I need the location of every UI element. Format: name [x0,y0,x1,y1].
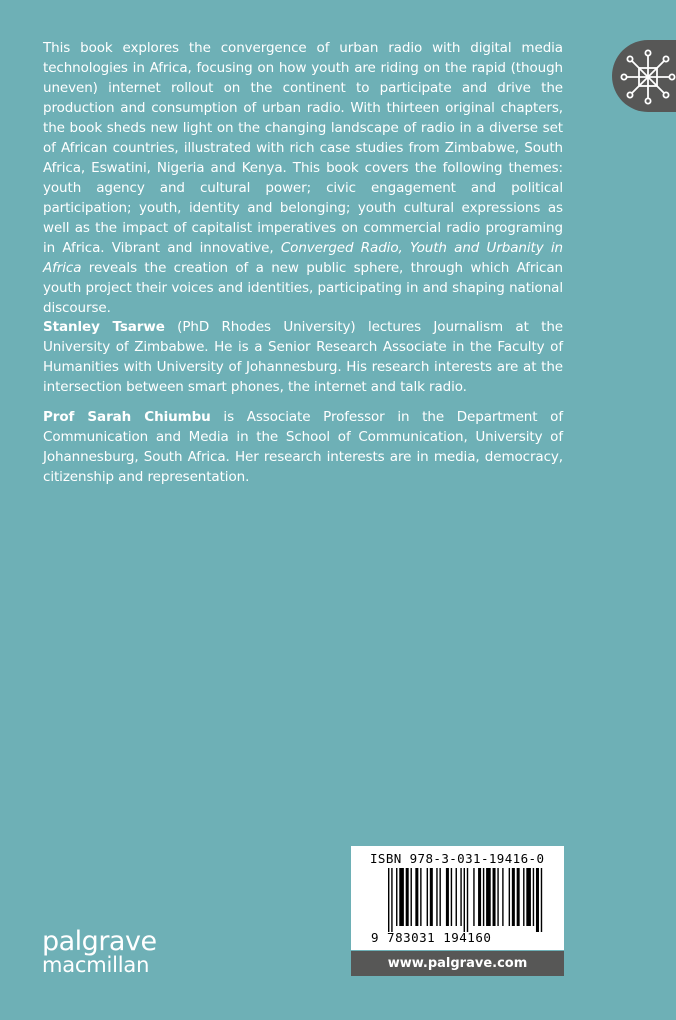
barcode-digits: 9 783031 194160 [371,930,492,945]
isbn-barcode-box [351,846,564,950]
barcode-bar [502,868,503,926]
barcode-bar [436,868,437,926]
barcode-bar [460,868,461,926]
barcode-bar [399,868,404,926]
barcode-bar [439,868,440,926]
barcode-bar [388,868,389,932]
barcode-bar [396,868,397,926]
author-bio-text: (PhD Rhodes University) lectures Journalism at the University of Zimbabwe. He is a Senior Research Associate in the Faculty of Humanities with University of Johannesburg. His research interests are at the intersection between smart phones, the internet and talk radio. [43,319,563,395]
barcode-bar [533,868,534,926]
palgrave-logo-mark [612,40,676,112]
book-description [43,38,563,318]
barcode-bar [497,868,498,926]
author-name: Stanley Tsarwe [43,319,165,335]
description-text-end: reveals the creation of a new public sphere, through which African youth project their voices and identities, participating in and shaping national discourse. [43,260,563,316]
barcode-bar [473,868,474,926]
publisher-website: www.palgrave.com [351,951,564,976]
publisher-name-line2: macmillan [42,953,150,977]
barcode-bar [517,868,520,926]
palgrave-network-icon [620,49,676,105]
author-name: Prof Sarah Chiumbu [43,409,211,425]
description-paragraph [43,38,563,318]
barcode-bar [536,868,539,932]
barcode-bar [478,868,481,926]
barcode-bar [391,868,392,932]
barcode-bar [427,868,428,926]
barcode-bar [446,868,449,926]
barcode-bar [526,868,531,926]
barcode-bar [512,868,515,926]
barcode-bar [486,868,491,926]
barcode-bar [420,868,421,926]
barcode-bar [456,868,457,926]
author-bio-2 [43,407,563,487]
author-bio-text: is Associate Professor in the Department of Communication and Media in the School of Communication, University of Johannesburg, South Africa. Her research interests are in media, democracy, citizenship and representation. [43,409,563,485]
barcode-bar [509,868,510,926]
author-bio-paragraph [43,407,563,487]
book-title-italic: Converged Radio, Youth and Urbanity in Africa [43,240,563,276]
publisher-name-line1: palgrave [42,926,157,957]
publisher-logo [42,928,157,976]
barcode-bar [451,868,452,926]
barcode-bar [493,868,496,926]
description-text: This book explores the convergence of urban radio with digital media technologies in Africa, focusing on how youth are riding on the rapid (though uneven) internet rollout on the continent to participate and drive the production and consumption of urban radio. With thirteen original chapters, the book sheds new light on the changing landscape of radio in a diverse set of African countries, illustrated with rich case studies from Zimbabwe, South Africa, Eswatini, Nigeria and Kenya. This book covers the following themes: youth agency and cultural power; civic engagement and political participation; youth, identity and belonging; youth cultural expressions as well as the impact of capitalist imperatives on commercial radio programing in Africa. Vibrant and innovative, [43,40,563,256]
barcode-bar [415,868,418,926]
barcode-bar [406,868,409,926]
author-bio-paragraph [43,317,563,397]
barcode-bar [467,868,468,932]
barcode-bar [523,868,524,926]
barcode-bar [411,868,412,926]
barcode-bar [464,868,465,932]
barcode-bar [541,868,542,932]
barcode-bar [430,868,433,926]
isbn-label: ISBN 978-3-031-19416-0 [370,851,545,866]
barcode-bar [483,868,484,926]
author-bio-1 [43,317,563,397]
barcode-image [388,868,544,932]
